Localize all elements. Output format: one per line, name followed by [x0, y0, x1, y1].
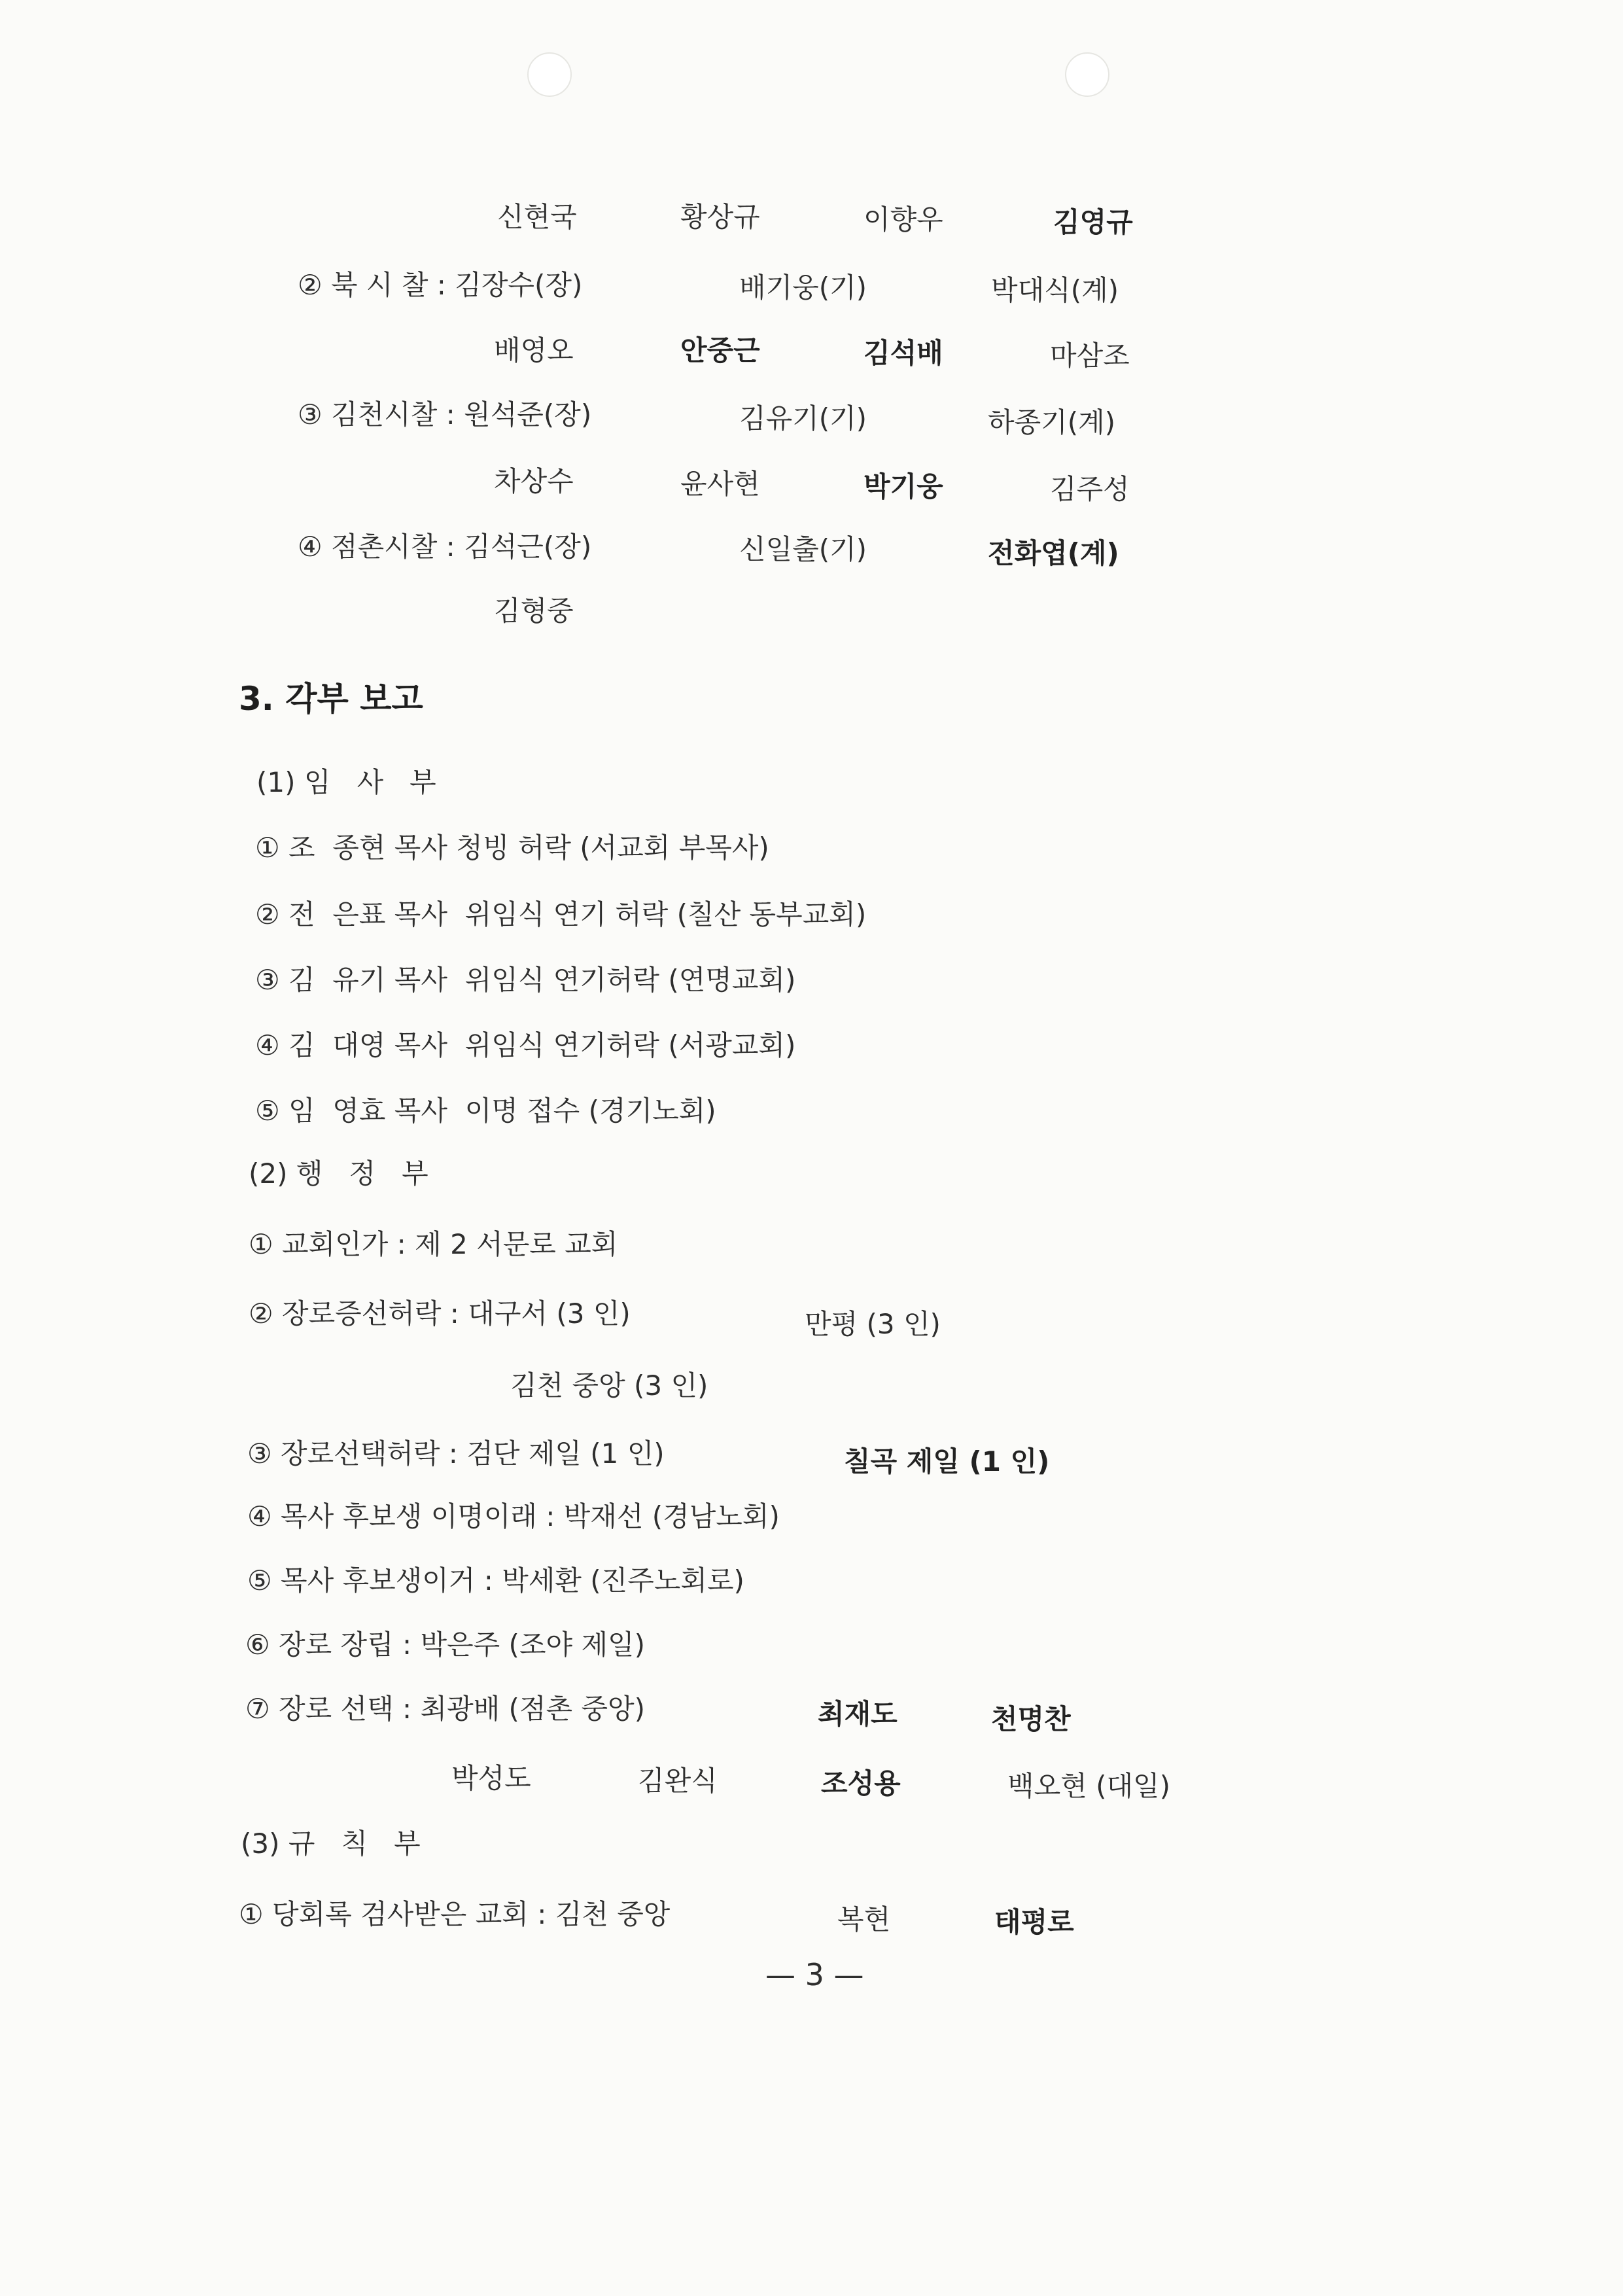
name-entry: 김완식	[638, 1765, 718, 1797]
sichal-row-label: ② 북 시 찰 : 김장수(장)	[298, 269, 583, 301]
name-entry: 김주성	[1050, 473, 1130, 505]
department-label: (1) 임 사 부	[256, 766, 436, 798]
name-entry: 신현국	[497, 201, 577, 233]
report-item-extra: 칠곡 제일 (1 인)	[844, 1445, 1050, 1477]
name-entry: 윤사현	[680, 468, 760, 500]
report-item: ⑤ 임 영효 목사 이명 접수 (경기노회)	[255, 1095, 716, 1127]
name-entry: 백오현 (대일)	[1007, 1770, 1170, 1802]
name-entry: 김석배	[864, 337, 943, 369]
section-heading: 3. 각부 보고	[239, 680, 423, 718]
name-entry: 배영오	[494, 334, 574, 366]
name-entry: 전화엽(계)	[988, 537, 1119, 569]
sichal-row-label: ④ 점촌시찰 : 김석근(장)	[298, 531, 592, 563]
name-entry: 안중근	[680, 334, 760, 366]
name-entry: 황상규	[680, 201, 760, 233]
report-item: ⑤ 목사 후보생이거 : 박세환 (진주노회로)	[247, 1564, 744, 1597]
name-entry: 박대식(계)	[991, 274, 1119, 306]
punch-hole	[1065, 52, 1109, 97]
name-entry: 하종기(계)	[988, 406, 1116, 438]
name-entry: 김영규	[1053, 206, 1133, 238]
name-entry: 배기웅(기)	[739, 272, 867, 304]
department-label: (3) 규 칙 부	[241, 1828, 421, 1860]
department-label: (2) 행 정 부	[249, 1157, 428, 1190]
punch-hole	[527, 52, 572, 97]
name-entry: 김형중	[494, 595, 574, 627]
report-item: ① 조 종현 목사 청빙 허락 (서교회 부목사)	[255, 832, 769, 864]
name-entry: 조성용	[821, 1767, 901, 1799]
report-item: ② 장로증선허락 : 대구서 (3 인)	[249, 1298, 631, 1330]
report-item-extra: 태평로	[994, 1906, 1074, 1938]
report-item: ④ 김 대영 목사 위임식 연기허락 (서광교회)	[255, 1029, 796, 1061]
report-item-extra: 만평 (3 인)	[805, 1308, 941, 1340]
report-item-extra: 김천 중앙 (3 인)	[510, 1369, 708, 1402]
name-entry: 마삼조	[1050, 340, 1130, 372]
name-entry: 신일출(기)	[739, 533, 867, 565]
report-item: ⑥ 장로 장립 : 박은주 (조야 제일)	[245, 1629, 645, 1661]
report-item: ② 전 은표 목사 위임식 연기 허락 (칠산 동부교회)	[255, 898, 867, 930]
name-entry: 차상수	[494, 465, 574, 497]
name-entry: 이향우	[864, 203, 943, 236]
report-item: ④ 목사 후보생 이명이래 : 박재선 (경남노회)	[247, 1500, 780, 1532]
report-item: ① 교회인가 : 제 2 서문로 교회	[249, 1228, 618, 1260]
name-entry: 최재도	[818, 1698, 898, 1730]
report-item-extra: 복현	[837, 1903, 891, 1935]
report-item: ① 당회록 검사받은 교회 : 김천 중앙	[239, 1898, 671, 1930]
sichal-row-label: ③ 김천시찰 : 원석준(장)	[298, 398, 592, 431]
report-item: ③ 장로선택허락 : 검단 제일 (1 인)	[247, 1438, 665, 1470]
report-item: ⑦ 장로 선택 : 최광배 (점촌 중앙)	[245, 1693, 645, 1725]
report-item: ③ 김 유기 목사 위임식 연기허락 (연명교회)	[255, 964, 796, 996]
page-number: — 3 —	[765, 1957, 864, 1992]
name-entry: 김유기(기)	[739, 402, 867, 434]
name-entry: 천명찬	[991, 1703, 1071, 1735]
name-entry: 박성도	[451, 1762, 531, 1794]
name-entry: 박기웅	[864, 470, 943, 503]
